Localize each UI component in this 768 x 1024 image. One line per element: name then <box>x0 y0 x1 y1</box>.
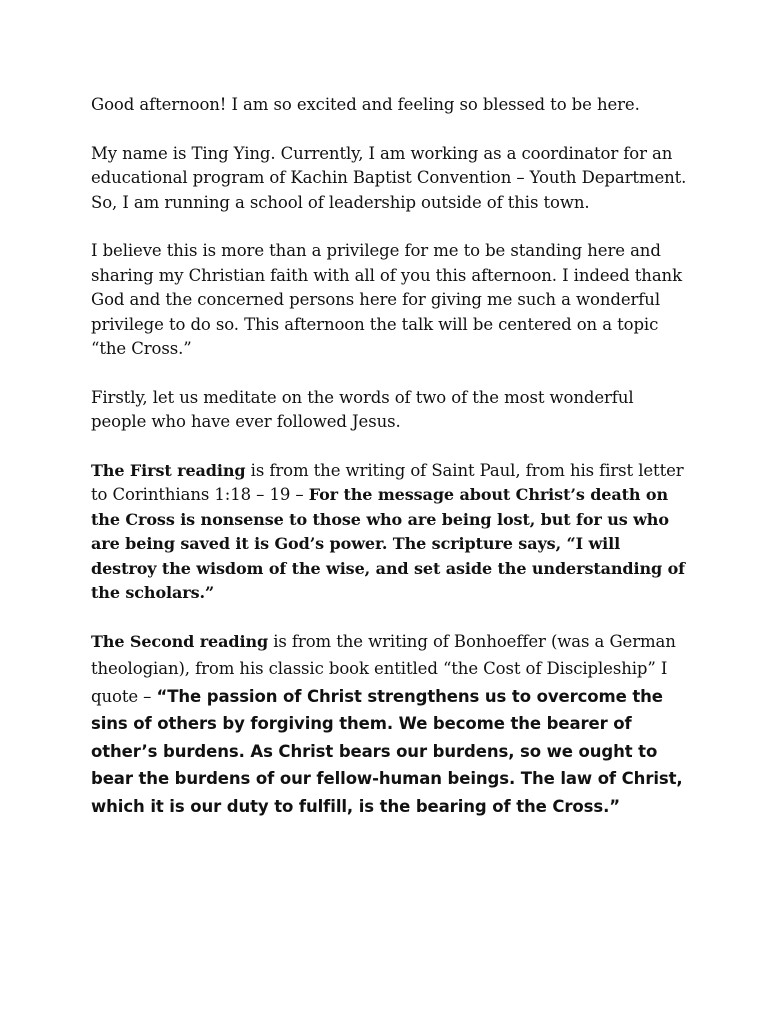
document-page <box>91 93 691 820</box>
first-reading-intro: is from the writing of Saint Paul, from his first letter to Corinthians 1:18 – 19 – <box>91 460 684 504</box>
second-reading-quote: “The passion of Christ strengthens us to overcome the sins of others by forgiving them. We become the bearer of other’s burdens. As Christ bears our burdens, so we ought to bear the burdens of our fellow-human beings. The law of Christ, which it is our duty to fulfill, is the bearing of the Cross.” <box>91 686 683 816</box>
second-reading-intro: is from the writing of Bonhoeffer (was a German theologian), from his classic book entitled “the Cost of Discipleship” I quote – <box>91 631 676 706</box>
greeting-paragraph: Good afternoon! I am so excited and feeling so blessed to be here. <box>91 95 640 114</box>
introduction-paragraph: My name is Ting Ying. Currently, I am working as a coordinator for an educational program of Kachin Baptist Convention – Youth Department. So, I am running a school of leadership outside of this town. <box>91 143 687 212</box>
privilege-paragraph: I believe this is more than a privilege for me to be standing here and sharing my Christian faith with all of you this afternoon. I indeed thank God and the concerned persons here for giving me such a wonderful privilege to do so. This afternoon the talk will be centered on a topic “the Cross.” <box>91 241 682 358</box>
first-reading-label: The First reading <box>91 460 246 480</box>
first-reading-quote: For the message about Christ’s death on the Cross is nonsense to those who are being lost, but for us who are being saved it is God’s power. The scripture says, “I will destroy the wisdom of the wise, and set aside the understanding of the scholars.” <box>91 485 685 602</box>
second-reading-paragraph <box>91 628 691 821</box>
meditation-paragraph: Firstly, let us meditate on the words of two of the most wonderful people who have ever followed Jesus. <box>91 387 634 431</box>
first-reading-paragraph <box>91 459 691 606</box>
second-reading-label: The Second reading <box>91 631 269 651</box>
